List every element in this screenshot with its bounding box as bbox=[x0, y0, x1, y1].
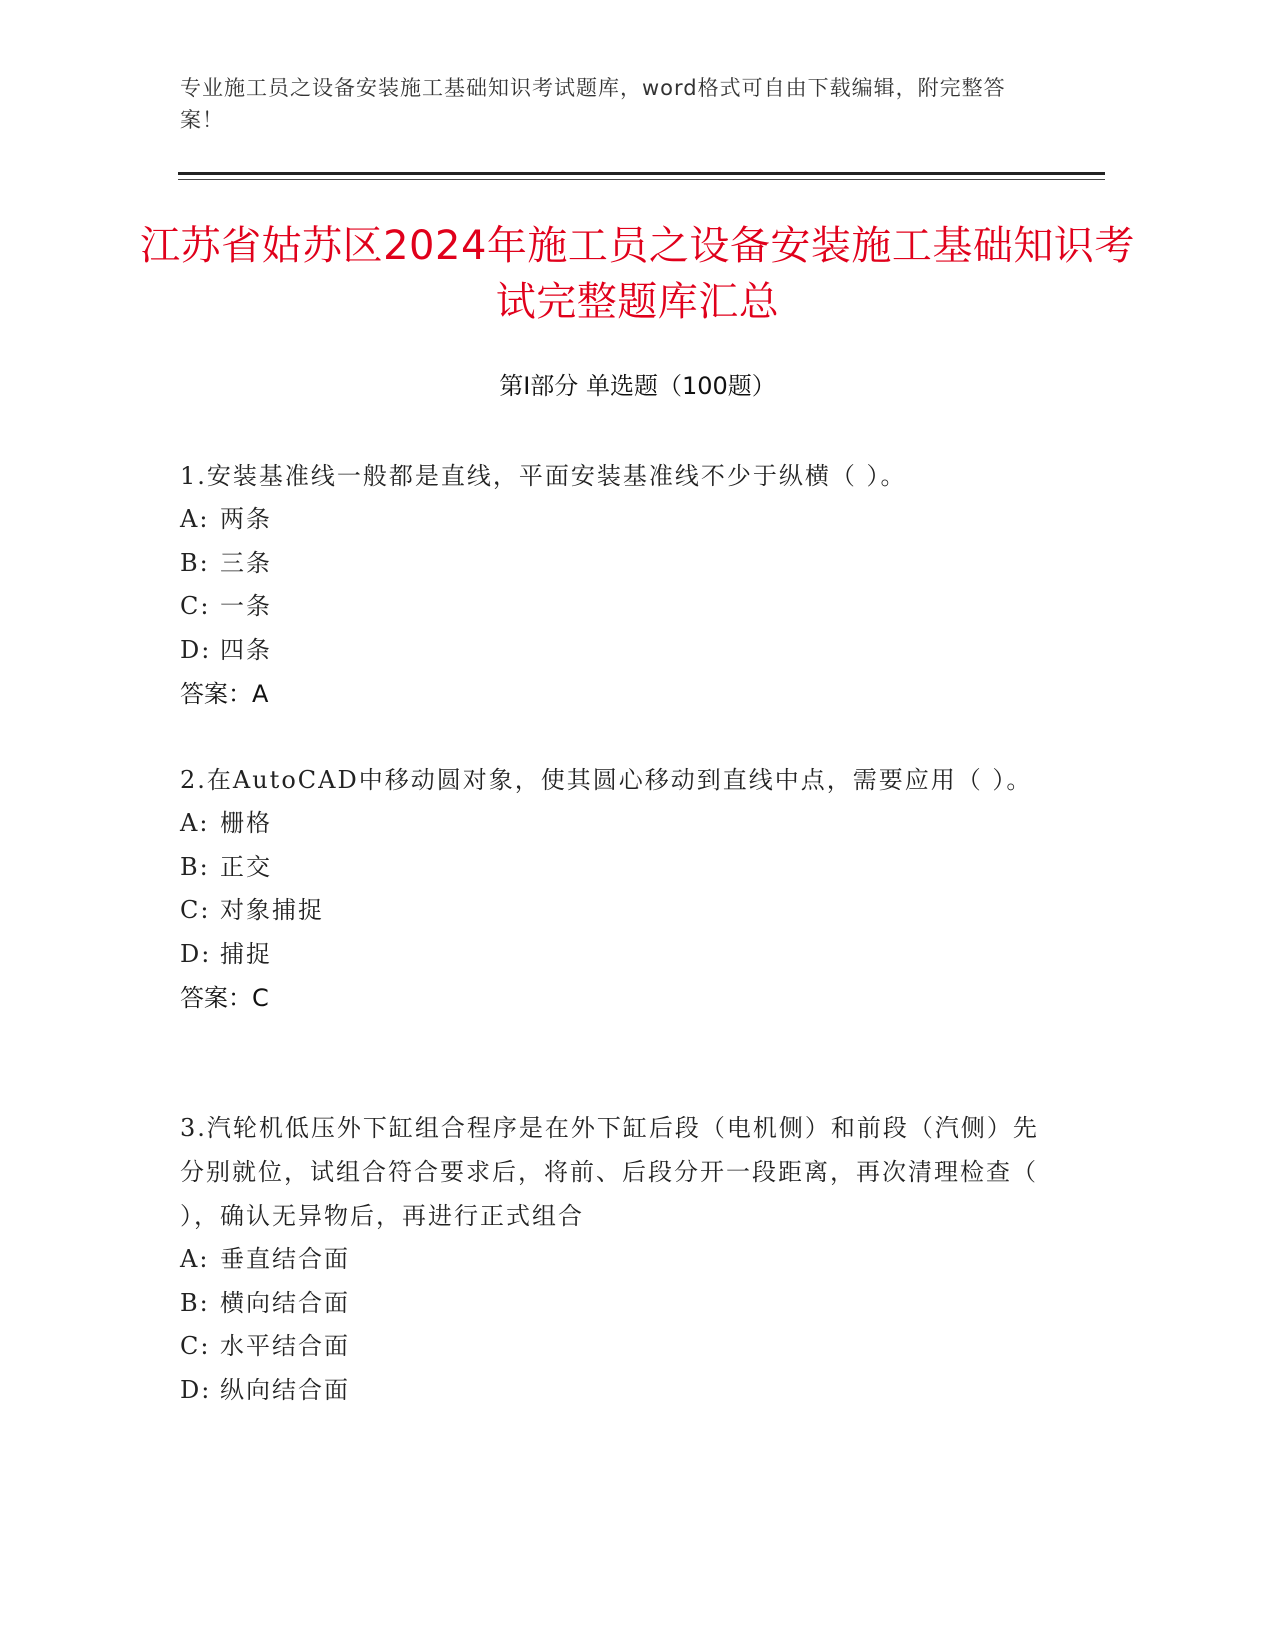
question-1 bbox=[180, 454, 1050, 716]
option-letter: C: bbox=[180, 1332, 211, 1360]
option-letter: B: bbox=[180, 1288, 210, 1317]
option-text: 纵向结合面 bbox=[220, 1375, 350, 1404]
option-text: 捕捉 bbox=[220, 939, 272, 968]
header-rule-thin bbox=[178, 179, 1105, 180]
option-a bbox=[180, 1238, 1050, 1282]
option-text: 一条 bbox=[220, 592, 272, 620]
question-stem: 1.安装基准线一般都是直线，平面安装基准线不少于纵横（ ）。 bbox=[180, 462, 907, 490]
option-b bbox=[180, 846, 1050, 890]
question-3 bbox=[180, 1106, 1050, 1412]
option-text: 对象捕捉 bbox=[220, 896, 324, 924]
option-text: 两条 bbox=[220, 505, 272, 533]
section-heading: 第Ⅰ部分 单选题（100题） bbox=[499, 372, 776, 400]
answer-label: 答案：C bbox=[180, 984, 269, 1012]
option-letter: A: bbox=[180, 1245, 210, 1273]
option-c bbox=[180, 889, 1050, 933]
header-rule-thick bbox=[178, 172, 1105, 175]
question-stem: 2.在AutoCAD中移动圆对象，使其圆心移动到直线中点，需要应用（ ）。 bbox=[180, 766, 1033, 794]
option-b bbox=[180, 542, 1050, 586]
answer-label: 答案：A bbox=[180, 680, 269, 708]
option-text: 横向结合面 bbox=[220, 1288, 350, 1317]
option-letter: D: bbox=[180, 635, 212, 664]
header-note: 专业施工员之设备安装施工基础知识考试题库，word格式可自由下载编辑，附完整答案！ bbox=[180, 76, 1006, 132]
question-2 bbox=[180, 758, 1050, 1020]
option-c bbox=[180, 585, 1050, 629]
option-letter: A: bbox=[180, 809, 210, 837]
option-letter: A: bbox=[180, 505, 210, 533]
option-text: 四条 bbox=[220, 635, 272, 664]
option-letter: B: bbox=[180, 548, 210, 577]
option-d bbox=[180, 629, 1050, 673]
option-b bbox=[180, 1282, 1050, 1326]
option-text: 水平结合面 bbox=[220, 1332, 350, 1360]
option-text: 垂直结合面 bbox=[220, 1245, 350, 1273]
question-stem: 3.汽轮机低压外下缸组合程序是在外下缸后段（电机侧）和前段（汽侧）先分别就位，试组合符合要求后，将前、后段分开一段距离，再次清理检查（ ），确认无异物后，再进行正式组合 bbox=[180, 1114, 1039, 1230]
option-text: 栅格 bbox=[220, 809, 272, 837]
option-letter: B: bbox=[180, 852, 210, 881]
option-letter: C: bbox=[180, 896, 211, 924]
option-a bbox=[180, 498, 1050, 542]
option-text: 三条 bbox=[220, 548, 272, 577]
option-d bbox=[180, 933, 1050, 977]
option-a bbox=[180, 802, 1050, 846]
option-text: 正交 bbox=[220, 852, 272, 881]
option-letter: D: bbox=[180, 1375, 212, 1404]
option-letter: C: bbox=[180, 592, 211, 620]
document-title: 江苏省姑苏区2024年施工员之设备安装施工基础知识考试完整题库汇总 bbox=[140, 223, 1135, 325]
option-c bbox=[180, 1325, 1050, 1369]
option-letter: D: bbox=[180, 939, 212, 968]
option-d bbox=[180, 1369, 1050, 1413]
